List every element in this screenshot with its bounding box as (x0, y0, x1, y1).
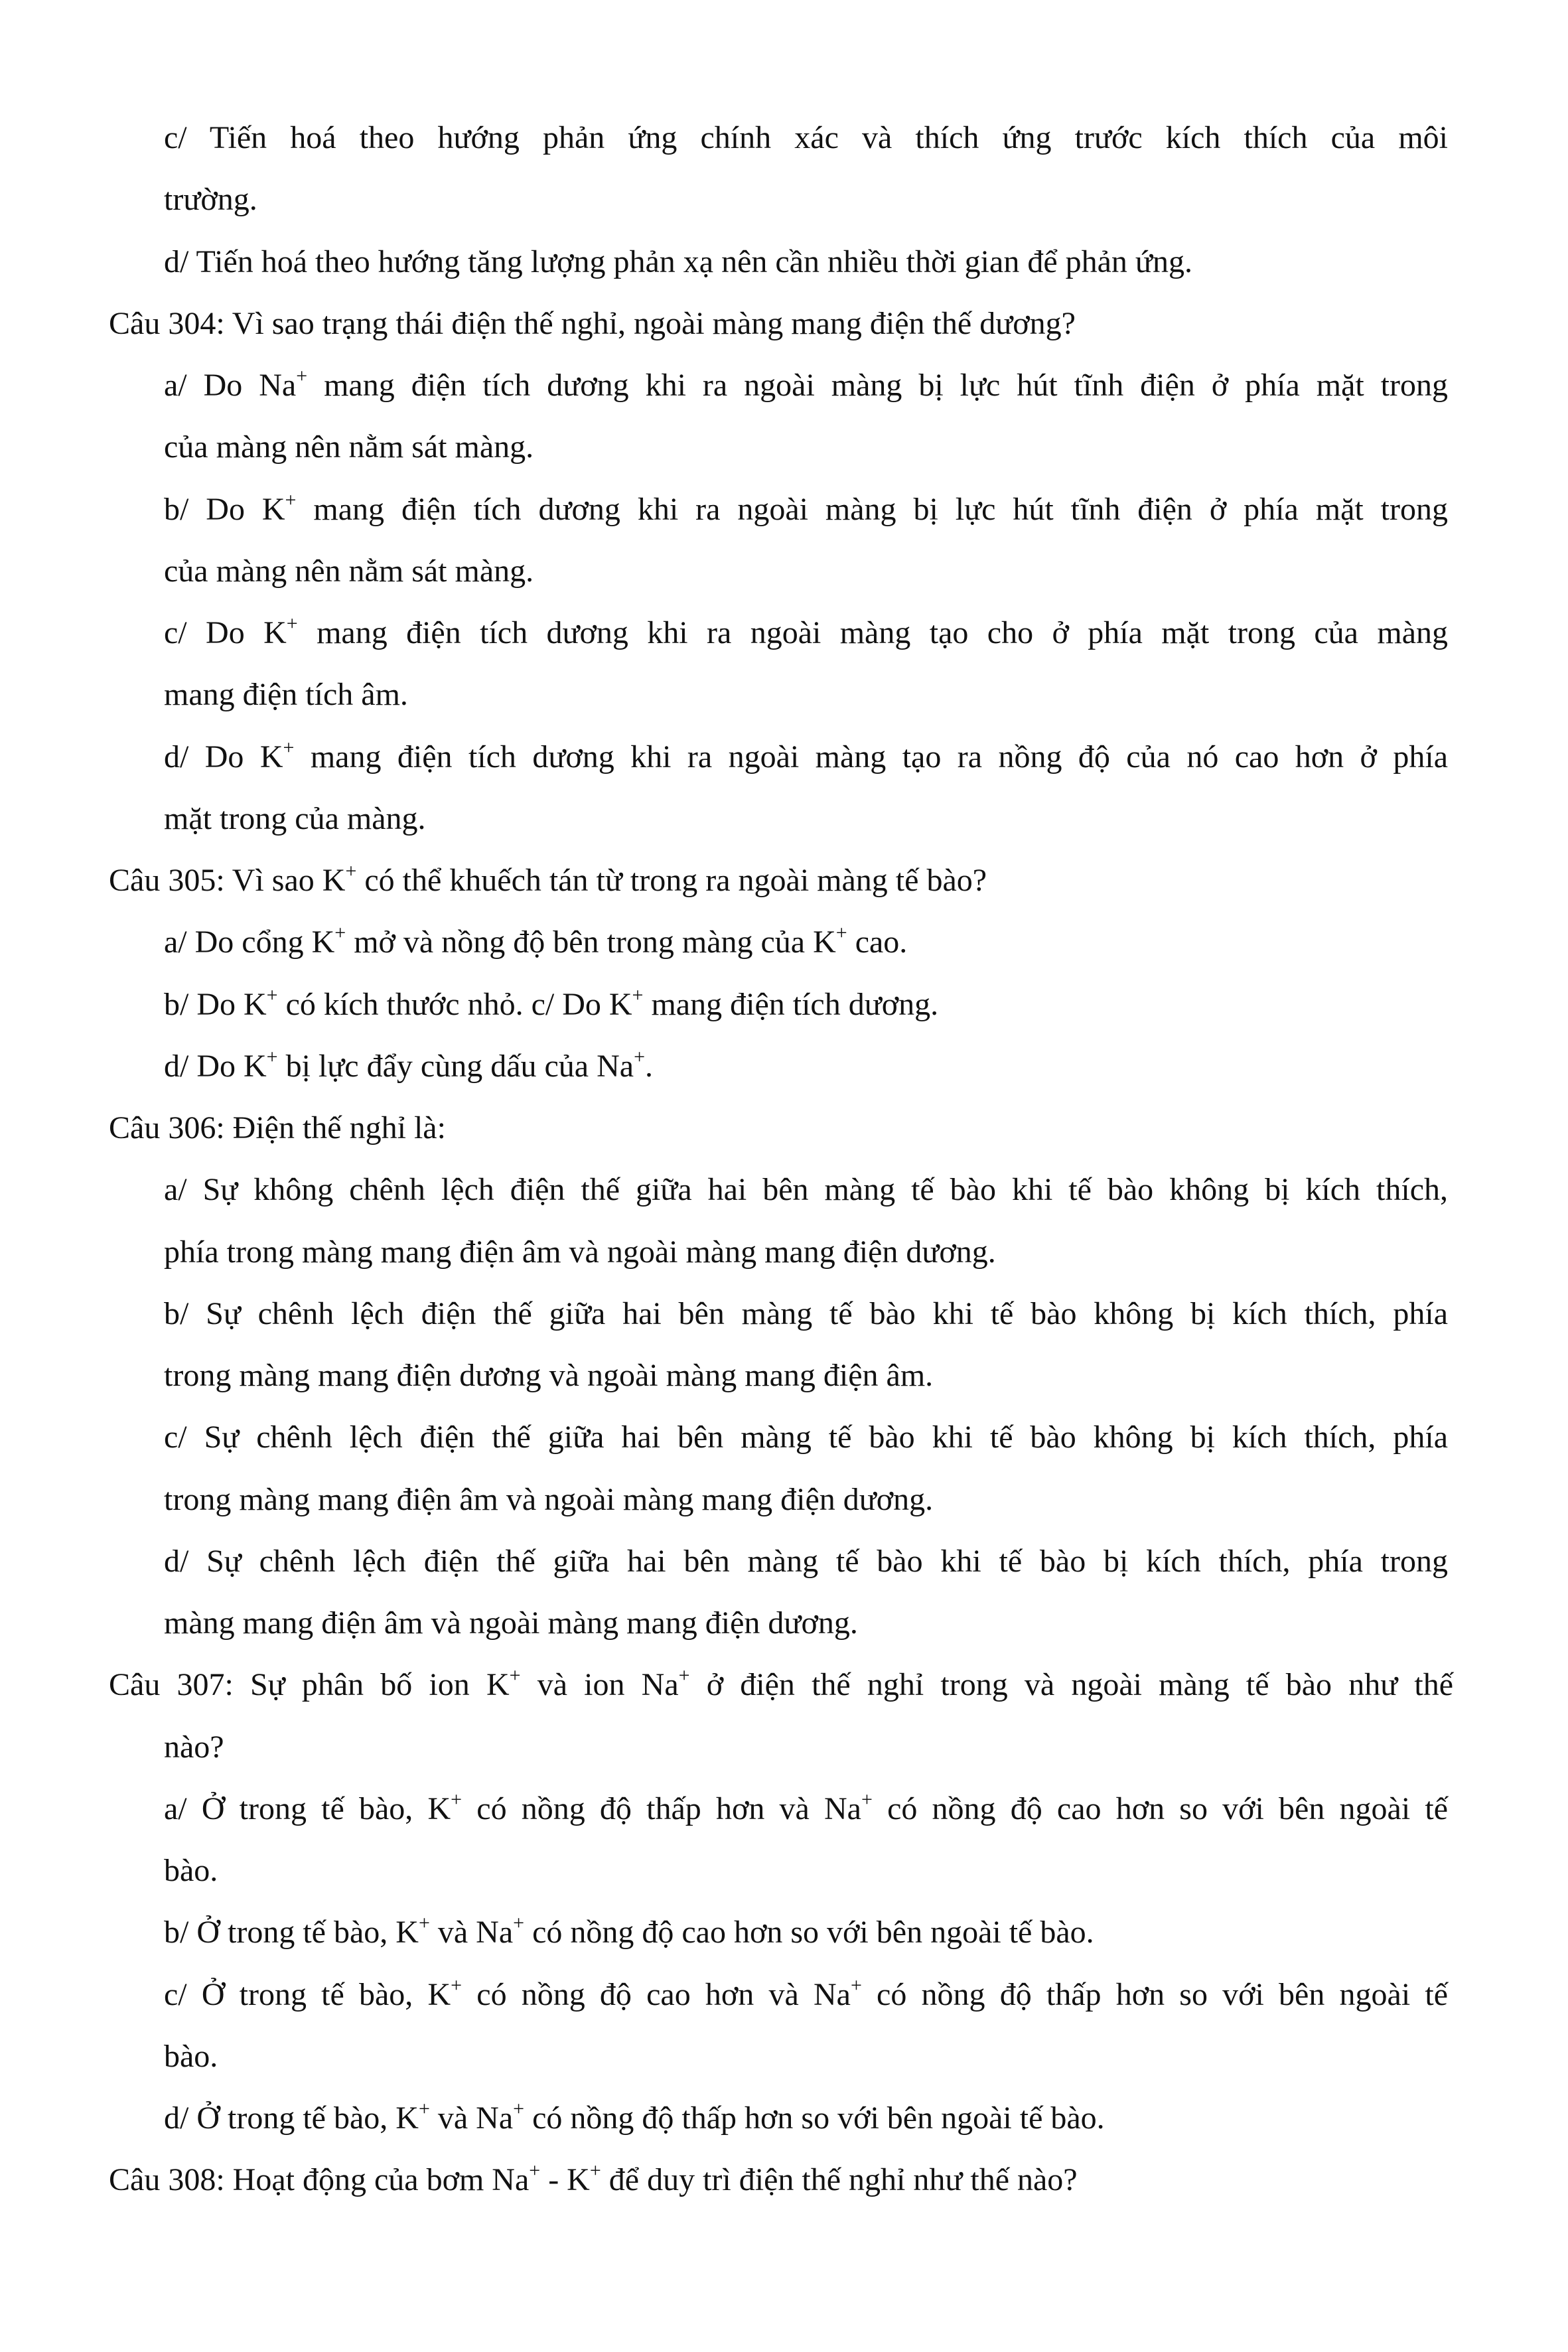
q305-option-d: d/ Do K+ bị lực đẩy cùng dấu của Na+. (164, 1046, 653, 1084)
q306-option-b-line2: trong màng mang điện dương và ngoài màng mang điện âm. (164, 1358, 934, 1393)
q305-question: Câu 305: Vì sao K+ có thể khuếch tán từ trong ra ngoài màng tế bào? (109, 860, 987, 898)
q307-option-d: d/ Ở trong tế bào, K+ và Na+ có nồng độ thấp hơn so với bên ngoài tế bào. (164, 2098, 1105, 2136)
q307-option-b: b/ Ở trong tế bào, K+ và Na+ có nồng độ cao hơn so với bên ngoài tế bào. (164, 1912, 1094, 1950)
q305-options-b-c (164, 986, 938, 1023)
q306-option-d-line1: d/ Sự chênh lệch điện thế giữa hai bên màng tế bào khi tế bào bị kích thích, phía trong (164, 1544, 1448, 1579)
q305-option-a: a/ Do cổng K+ mở và nồng độ bên trong màng của K+ cao. (164, 922, 908, 960)
q304-question: Câu 304: Vì sao trạng thái điện thế nghỉ, ngoài màng mang điện thế dương? (109, 306, 1076, 341)
q306-option-c-line1: c/ Sự chênh lệch điện thế giữa hai bên màng tế bào khi tế bào không bị kích thích, phía (164, 1420, 1448, 1455)
q303-option-d: d/ Tiến hoá theo hướng tăng lượng phản xạ nên cần nhiều thời gian để phản ứng. (164, 244, 1192, 279)
q306-option-c-line2: trong màng mang điện âm và ngoài màng mang điện dương. (164, 1482, 934, 1517)
q304-option-c-line2: mang điện tích âm. (164, 677, 408, 712)
q303-option-c-line2: trường. (164, 182, 257, 217)
q304-option-b-line1: b/ Do K+ mang điện tích dương khi ra ngoài màng bị lực hút tĩnh điện ở phía mặt trong (164, 489, 1448, 527)
q304-option-d-line1: d/ Do K+ mang điện tích dương khi ra ngoài màng tạo ra nồng độ của nó cao hơn ở phía (164, 737, 1448, 774)
q303-option-c-line1: c/ Tiến hoá theo hướng phản ứng chính xác và thích ứng trước kích thích của môi (164, 120, 1448, 155)
q305-option-c: c/ Do K+ mang điện tích dương. (523, 984, 939, 1022)
q306-option-a-line2: phía trong màng mang điện âm và ngoài màng mang điện dương. (164, 1234, 996, 1270)
q308-question: Câu 308: Hoạt động của bơm Na+ - K+ để duy trì điện thế nghỉ như thế nào? (109, 2160, 1078, 2197)
q304-option-b-line2: của màng nên nằm sát màng. (164, 553, 534, 589)
q305-option-b: b/ Do K+ có kích thước nhỏ. (164, 984, 524, 1022)
q307-option-c-line2: bào. (164, 2039, 218, 2074)
q306-option-d-line2: màng mang điện âm và ngoài màng mang điện dương. (164, 1605, 858, 1641)
q307-option-a-line1: a/ Ở trong tế bào, K+ có nồng độ thấp hơn và Na+ có nồng độ cao hơn so với bên ngoài tế (164, 1789, 1449, 1826)
q304-option-a-line1: a/ Do Na+ mang điện tích dương khi ra ngoài màng bị lực hút tĩnh điện ở phía mặt trong (164, 365, 1448, 403)
q304-option-a-line2: của màng nên nằm sát màng. (164, 429, 534, 465)
q307-question-line2: nào? (164, 1729, 224, 1765)
q306-option-b-line1: b/ Sự chênh lệch điện thế giữa hai bên màng tế bào khi tế bào không bị kích thích, phía (164, 1296, 1448, 1331)
q307-question-line1: Câu 307: Sự phân bố ion K+ và ion Na+ ở điện thế nghỉ trong và ngoài màng tế bào như thế (109, 1664, 1454, 1702)
q306-option-a-line1: a/ Sự không chênh lệch điện thế giữa hai bên màng tế bào khi tế bào không bị kích thích, (164, 1172, 1448, 1207)
q307-option-a-line2: bào. (164, 1853, 218, 1888)
q306-question: Câu 306: Điện thế nghỉ là: (109, 1110, 446, 1145)
q304-option-c-line1: c/ Do K+ mang điện tích dương khi ra ngoài màng tạo cho ở phía mặt trong của màng (164, 613, 1448, 650)
q304-option-d-line2: mặt trong của màng. (164, 801, 426, 836)
q307-option-c-line1: c/ Ở trong tế bào, K+ có nồng độ cao hơn và Na+ có nồng độ thấp hơn so với bên ngoài tế (164, 1974, 1449, 2012)
